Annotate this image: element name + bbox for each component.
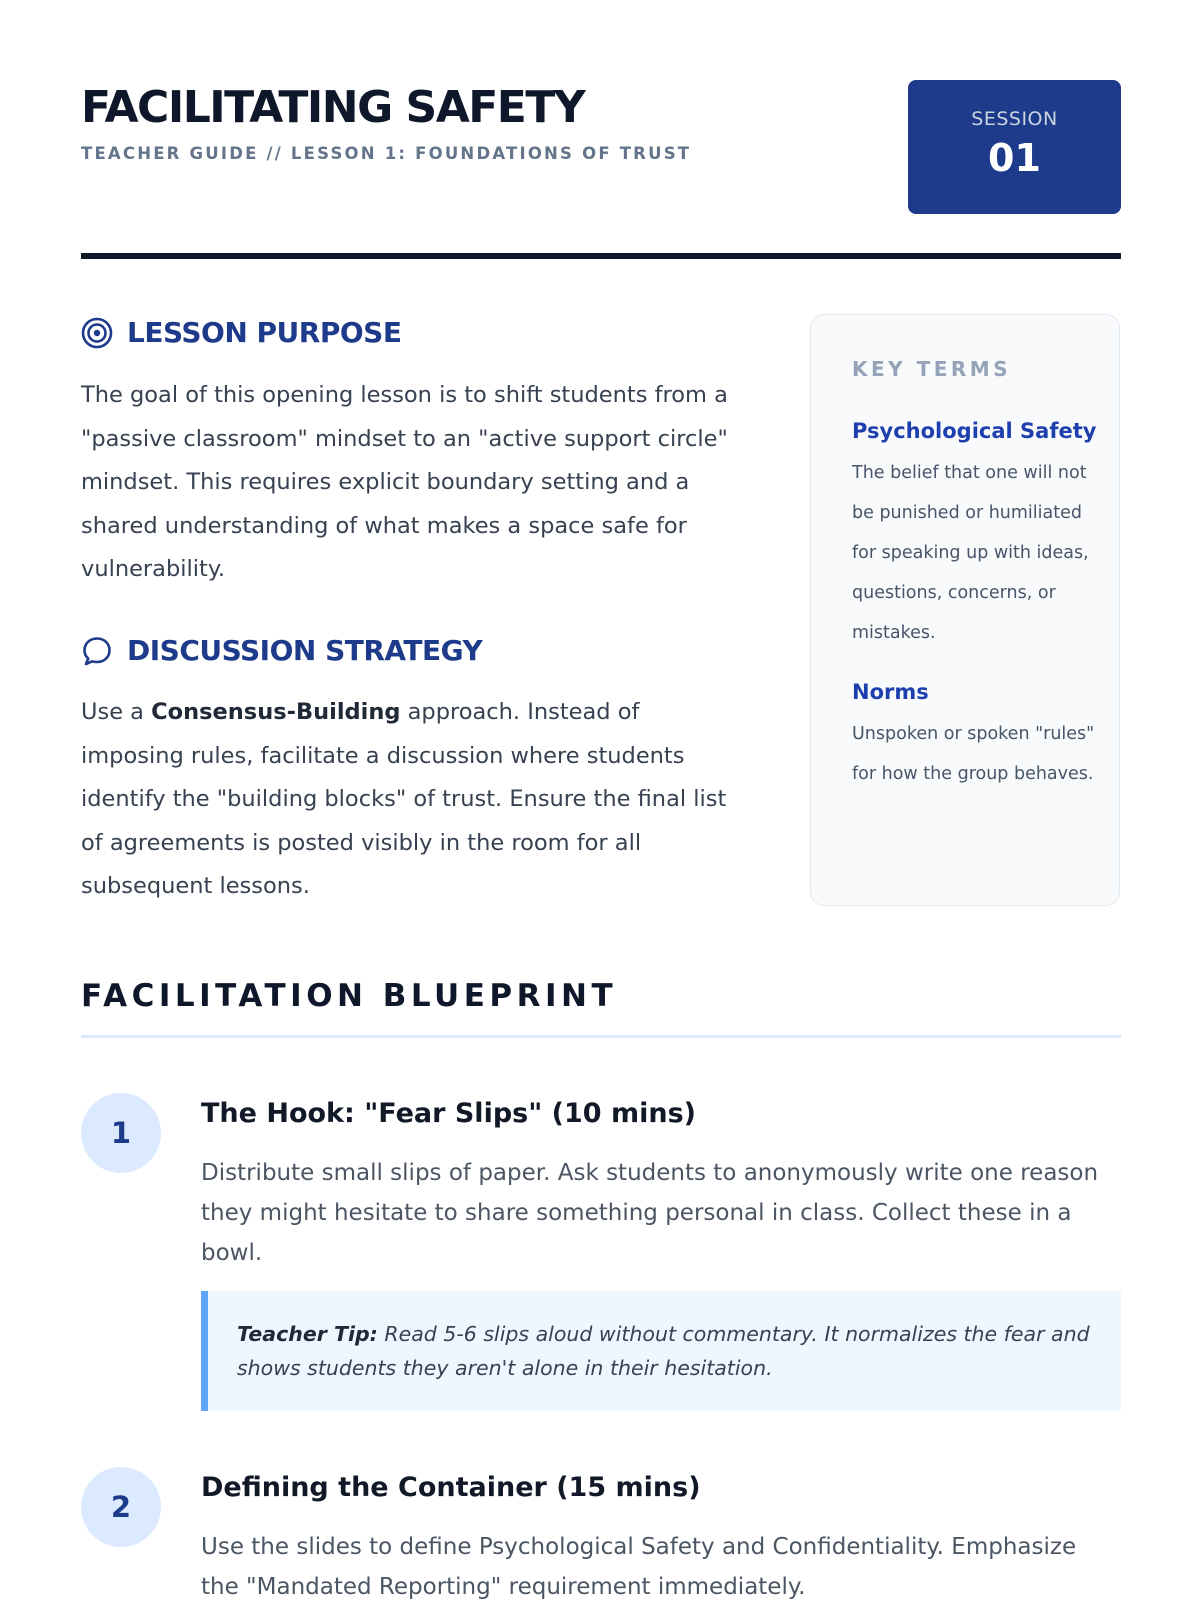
step-title: Defining the Container (15 mins) [201,1472,701,1503]
teacher-tip-text: Read 5-6 slips aloud without commentary. It normalizes the fear and shows students they aren't alone in their hesitation. [237,1322,1090,1380]
blueprint-divider [81,1035,1121,1038]
session-label: SESSION [971,108,1058,130]
session-number: 01 [988,136,1041,180]
lesson-purpose-heading [81,316,401,349]
term-norms: Norms [852,680,929,704]
page-title: FACILITATING SAFETY [81,82,585,133]
definition-psychological-safety: The belief that one will not be punished or humiliated for speaking up with ideas, questions, concerns, or mistakes. [852,463,1089,643]
facilitation-blueprint-heading: FACILITATION BLUEPRINT [81,978,618,1014]
step-description: Distribute small slips of paper. Ask students to anonymously write one reason they might hesitate to share something personal in class. Collect these in a bowl. [201,1160,1099,1266]
step-title: The Hook: "Fear Slips" (10 mins) [201,1098,697,1129]
step-number-badge: 2 [81,1467,161,1547]
term-psychological-safety: Psychological Safety [852,419,1097,443]
key-terms-panel [810,314,1120,906]
lesson-purpose-title: LESSON PURPOSE [127,316,402,349]
step-description: Use the slides to define Psychological Safety and Confidentiality. Emphasize the "Mandated Reporting" requirement immediately. [201,1534,1077,1600]
page-subtitle: TEACHER GUIDE // LESSON 1: FOUNDATIONS OF TRUST [81,144,692,163]
discussion-strategy-title: DISCUSSION STRATEGY [127,634,483,667]
header-divider [81,253,1121,259]
key-terms-heading: KEY TERMS [852,357,1012,381]
teacher-tip-label: Teacher Tip: [237,1322,378,1346]
consensus-building-term: Consensus-Building [151,699,401,725]
definition-norms: Unspoken or spoken "rules" for how the group behaves. [852,724,1095,784]
chat-bubble-icon [81,635,113,667]
lesson-purpose-text: The goal of this opening lesson is to shift students from a "passive classroom" mindset to an "active support circle" mindset. This requires explicit boundary setting and a shared understanding of what makes a space safe for vulnerability. [81,382,728,582]
header [81,80,1121,260]
discussion-strategy-text: Use a Consensus-Building approach. Instead of imposing rules, facilitate a discussion where students identify the "building blocks" of trust. Ensure the final list of agreements is posted visibly in the room for all subsequent lessons. [81,699,727,899]
teacher-tip [201,1291,1121,1411]
step-number-badge: 1 [81,1093,161,1173]
session-badge [908,80,1121,214]
target-icon [81,317,113,349]
discussion-strategy-heading [81,634,482,667]
